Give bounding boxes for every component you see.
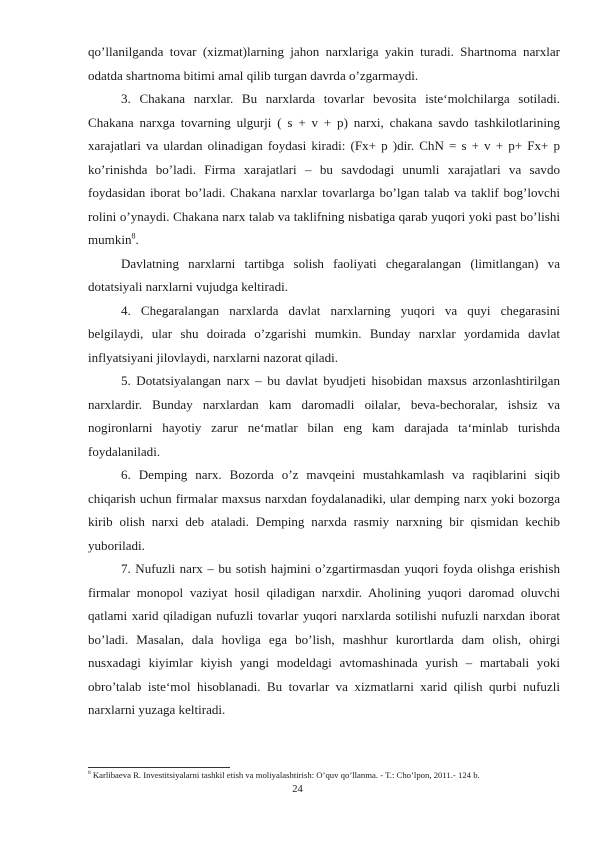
paragraph-continuation: qo’llanilganda tovar (xizmat)larning jahon narxlariga yakin turadi. Shartnoma narxlar odatda shartnoma bitimi amal qilib turgan davrda o’zgarmaydi. <box>88 44 560 83</box>
paragraph-retail-prices <box>88 87 560 252</box>
footnote <box>88 770 560 781</box>
paragraph-subsidized-price: 5. Dotatsiyalangan narx – bu davlat byudjeti hisobidan maxsus arzonlashtirilgan narxlardir. Bunday narxlardan kam daromadli oilalar, beva-bechoralar, ishsiz va nogironlarni hayotiy zarur ne‘matlar bilan eng kam darajada ta‘minlab turishda foydalaniladi. <box>88 373 560 459</box>
paragraph-text: 3. Chakana narxlar. Bu narxlarda tovarlar bevosita iste‘molchilarga sotiladi. Chakana narxga tovarning ulgurji ( s + v + p) narxi, chakana savdo tashkilotlarining xarajatlari va ulardan olinadigan foydasi kiradi: (Fx+ p )dir. ChN = s + v + p+ Fx+ p ko’rinishda bo’ladi. Firma xarajatlari – bu savdodagi unumli xarajatlari va savdo foydasidan iborat bo’ladi. Chakana narxlar tovarlarga bo’lgan talab va taklif bog’lovchi rolini o’ynaydi. Chakana narx talab va taklifning nisbatiga qarab yuqori yoki past bo’lishi mumkin <box>88 91 560 247</box>
footnote-reference: 8 <box>131 231 136 241</box>
page-number: 24 <box>292 784 303 795</box>
paragraph-end-punctuation: . <box>135 232 139 247</box>
footnote-text: Karlibaeva R. Investitsiyalarni tashkil etish va moliyalashtirish: O’quv qo’llanma. - T.: Cho’lpon, 2011.- 124 b. <box>92 770 480 780</box>
document-body <box>88 40 560 722</box>
paragraph-dumping-price: 6. Demping narx. Bozorda o’z mavqeini mustahkamlash va raqiblarini siqib chiqarish uchun firmalar maxsus narxdan foydalanadiki, ular demping narx yoki bozorga kirib olish narxi deb ataladi. Demping narxda rasmiy narxning bir qismidan kechib yuboriladi. <box>88 467 560 553</box>
footnote-separator <box>88 767 230 768</box>
footnote-number: 8 <box>88 770 91 777</box>
paragraph-prestige-price: 7. Nufuzli narx – bu sotish hajmini o’zgartirmasdan yuqori foyda olishga erishish firmalar monopol vaziyat hosil qiladigan narxdir. Aholining yuqori daromad oluvchi qatlami xarid qiladigan nufuzli tovarlar yuqori narxlarda sotilishi nufuzli narxdan iborat bo’ladi. Masalan, dala hovliga ega bo’lish, mashhur kurortlarda dam olish, ohirgi nusxadagi kiyimlar kiyish yangi modeldagi avtomashinada yurish – martabali yoki obro’talab iste‘mol hisoblanadi. Bu tovarlar va xizmatlarni xarid qilish qurbi nufuzli narxlarni yuzaga keltiradi. <box>88 561 560 717</box>
paragraph-limited-prices: 4. Chegaralangan narxlarda davlat narxlarning yuqori va quyi chegarasini belgilaydi, ular shu doirada o’zgarishi mumkin. Bunday narxlar yordamida davlat inflyatsiyani jilovlaydi, narxlarni nazorat qiladi. <box>88 302 560 365</box>
paragraph-state-regulation: Davlatning narxlarni tartibga solish faoliyati chegaralangan (limitlangan) va dotatsiyali narxlarni vujudga keltiradi. <box>88 255 560 294</box>
